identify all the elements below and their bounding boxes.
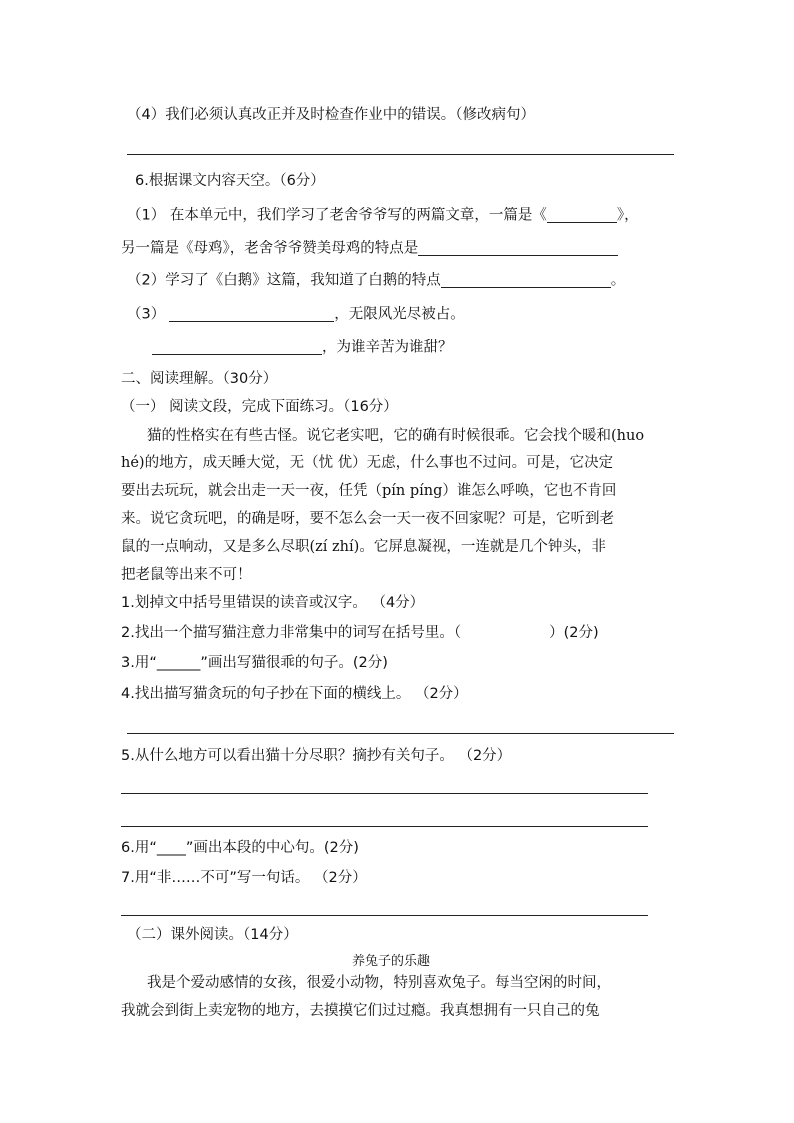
q6-part2-end: 。 — [610, 272, 626, 289]
story-line: 我是个爱动感情的女孩，很爱小动物，特别喜欢兔子。每当空闲的时间， — [147, 975, 611, 991]
question-2 — [121, 626, 599, 641]
q6-part1-close: 》， — [616, 207, 639, 224]
passage-line: 把老鼠等出来不可！ — [121, 567, 252, 583]
fill-blank[interactable] — [418, 241, 618, 256]
answer-line[interactable] — [121, 826, 648, 827]
story-title: 养兔子的乐趣 — [352, 954, 431, 969]
question-modify-sentence: （4）我们必须认真改正并及时检查作业中的错误。（修改病句） — [127, 107, 535, 123]
q6-part3-line2 — [152, 340, 453, 355]
passage-line: 来。说它贪玩吧，的确是呀，要不怎么会一天一夜不回家呢？可是，它听到老 — [121, 511, 614, 527]
question-3: 3.用“______”画出写猫很乖的句子。(2分) — [121, 655, 388, 671]
fill-blank[interactable] — [169, 307, 334, 322]
q6-part3-text1: ，无限风光尽被占。 — [334, 306, 465, 323]
question-2-score: ）(2分) — [549, 625, 599, 641]
question-4: 4.找出描写猫贪玩的句子抄在下面的横线上。 （2分） — [121, 686, 468, 702]
q6-part1-line1 — [127, 208, 639, 223]
q6-title: 6.根据课文内容天空。（6分） — [135, 173, 325, 189]
part1-title: （一） 阅读文段，完成下面练习。（16分） — [121, 399, 398, 415]
q6-part1-line2 — [121, 241, 618, 256]
answer-line[interactable] — [121, 915, 648, 916]
question-5: 5.从什么地方可以看出猫十分尽职？摘抄有关句子。 （2分） — [121, 748, 512, 764]
passage-line: hé)的地方，成天睡大觉，无（忧 优）无虑，什么事也不过问。可是，它决定 — [121, 455, 614, 471]
q6-part2 — [127, 273, 625, 288]
question-6: 6.用“____”画出本段的中心句。(2分) — [121, 840, 359, 856]
q6-part3-label: （3） — [127, 306, 166, 323]
story-line: 我就会到街上卖宠物的地方，去摸摸它们过过瘾。我真想拥有一只自己的兔 — [121, 1003, 600, 1019]
answer-line[interactable] — [127, 733, 674, 734]
question-2-text: 2.找出一个描写猫注意力非常集中的词写在括号里。（ — [121, 625, 462, 641]
q6-part3-line1 — [127, 307, 465, 322]
section-title-reading: 二、阅读理解。（30分） — [121, 371, 278, 387]
q6-part1-text2: 另一篇是《母鸡》，老舍爷爷赞美母鸡的特点是 — [121, 240, 419, 257]
q6-part3-text2: ，为谁辛苦为谁甜？ — [322, 339, 453, 356]
part2-title: （二）课外阅读。（14分） — [127, 927, 298, 943]
fill-blank[interactable] — [547, 208, 617, 223]
passage-line: 鼠的一点响动，又是多么尽职(zí zhí)。它屏息凝视，一连就是几个钟头，非 — [121, 539, 606, 555]
fill-blank[interactable] — [152, 340, 322, 355]
answer-line — [127, 154, 674, 155]
passage-line: 猫的性格实在有些古怪。说它老实吧，它的确有时候很乖。它会找个暖和(huo — [147, 428, 645, 444]
q6-part1-text: （1） 在本单元中，我们学习了老舍爷爷写的两篇文章，一篇是《 — [127, 207, 547, 224]
question-7: 7.用“非……不可”写一句话。 （2分） — [121, 870, 367, 886]
answer-line[interactable] — [121, 793, 648, 794]
fill-blank[interactable] — [441, 273, 611, 288]
q6-part2-text: （2）学习了《白鹅》这篇，我知道了白鹅的特点 — [127, 272, 441, 289]
question-1: 1.划掉文中括号里错误的读音或汉字。 （4分） — [121, 595, 425, 611]
passage-line: 要出去玩玩，就会出走一天一夜，任凭（pín píng）谁怎么呼唤，它也不肯回 — [121, 483, 617, 499]
